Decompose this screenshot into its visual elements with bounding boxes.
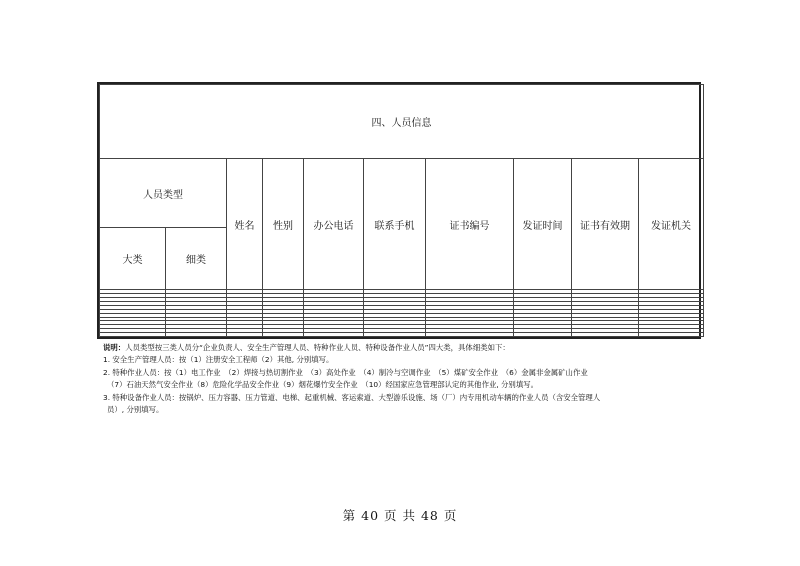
- table-cell[interactable]: [364, 333, 426, 337]
- notes-item-3a: 3. 特种设备作业人员：按锅炉、压力容器、压力管道、电梯、起重机械、客运索道、大型游乐设施、场（厂）内专用机动车辆的作业人员（含安全管理人: [103, 392, 601, 402]
- table-cell[interactable]: [514, 333, 572, 337]
- header-valid-until: 证书有效期: [572, 158, 639, 290]
- header-sub-category: 细类: [166, 228, 227, 290]
- table-cell[interactable]: [166, 333, 227, 337]
- header-issuer: 发证机关: [639, 158, 704, 290]
- header-cert-no: 证书编号: [426, 158, 514, 290]
- notes-intro: 人员类型按三类人员分“企业负责人、安全生产管理人员、特种作业人员、特种设备作业人员”四大类，具体细类如下：: [125, 343, 510, 352]
- table-cell[interactable]: [426, 333, 514, 337]
- notes-item-2b: （7）石油天然气安全作业（8）危险化学品安全作业（9）烟花爆竹安全作业 （10）经国家应急管理部认定的其他作业, 分别填写。: [107, 380, 538, 390]
- notes-item-3b: 员）, 分别填写。: [107, 405, 164, 415]
- notes-label: 说明：: [103, 343, 126, 352]
- table-cell[interactable]: [263, 333, 304, 337]
- notes-section: [103, 342, 703, 416]
- header-office-phone: 办公电话: [304, 158, 364, 290]
- header-major-category: 大类: [100, 228, 166, 290]
- table-cell[interactable]: [100, 333, 166, 337]
- table-cell[interactable]: [227, 333, 263, 337]
- notes-item-1: 1. 安全生产管理人员：按（1）注册安全工程师（2）其他, 分别填写。: [103, 355, 334, 365]
- table-cell[interactable]: [572, 333, 639, 337]
- header-name: 姓名: [227, 158, 263, 290]
- table-row: [100, 333, 704, 337]
- header-person-type: 人员类型: [100, 158, 227, 228]
- header-gender: 性别: [263, 158, 304, 290]
- page-footer: 第 40 页 共 48 页: [342, 508, 458, 523]
- notes-item-2a: 2. 特种作业人员：按（1）电工作业 （2）焊接与热切割作业 （3）高处作业 （4）制冷与空调作业 （5）煤矿安全作业 （6）金属非金属矿山作业: [103, 367, 588, 377]
- table-cell[interactable]: [639, 333, 704, 337]
- header-issue-date: 发证时间: [514, 158, 572, 290]
- personnel-info-form: [97, 82, 701, 339]
- section-title: 四、人员信息: [100, 85, 704, 159]
- personnel-table: [99, 84, 704, 337]
- table-cell[interactable]: [304, 333, 364, 337]
- header-mobile: 联系手机: [364, 158, 426, 290]
